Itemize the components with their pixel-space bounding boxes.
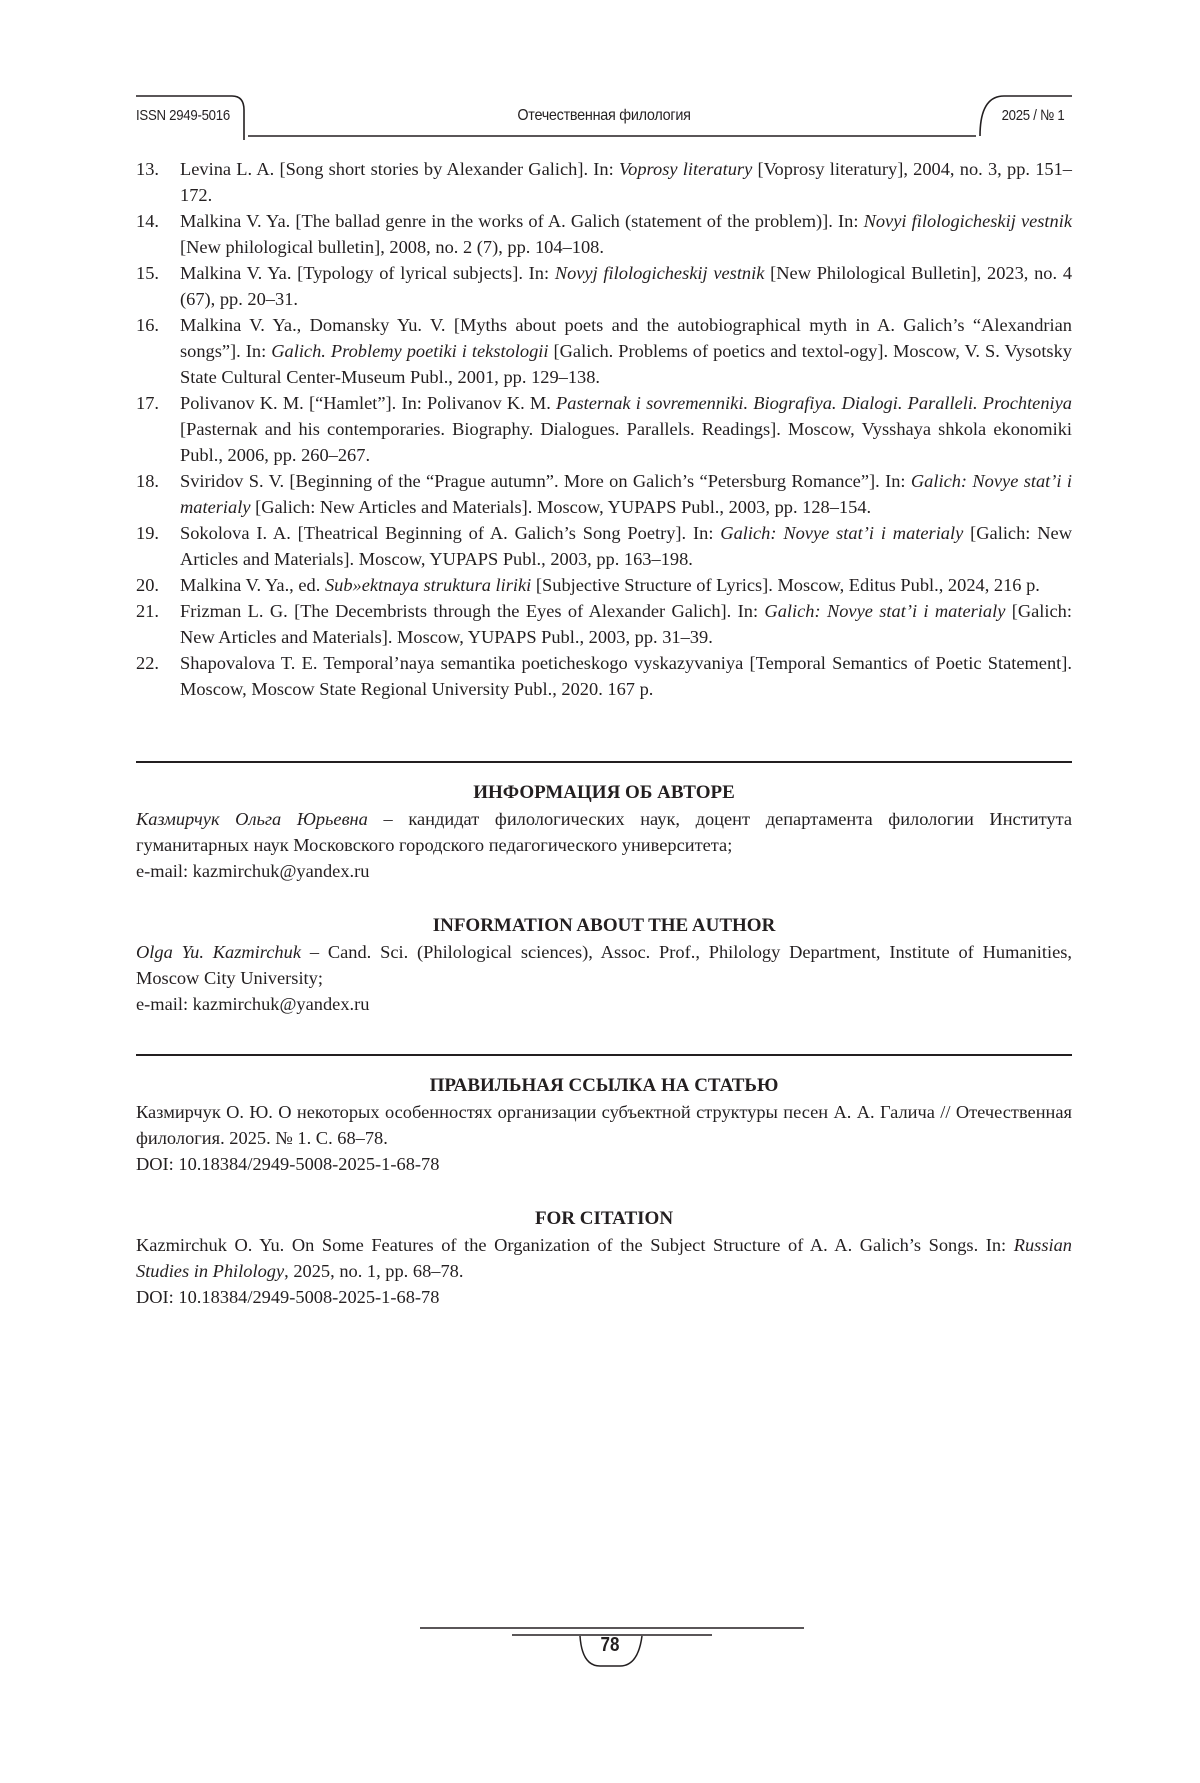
reference-number: 14.: [136, 211, 159, 231]
author-info-en-title: INFORMATION ABOUT THE AUTHOR: [432, 915, 776, 936]
reference-number: 22.: [136, 653, 159, 673]
author-info-ru: [136, 780, 1072, 884]
reference-item: [136, 208, 1072, 260]
citation-ru: [136, 1073, 1072, 1177]
author-email-ru: e-mail: kazmirchuk@yandex.ru: [136, 861, 370, 881]
reference-item: [136, 260, 1072, 312]
reference-source-title: Pasternak i sovremenniki. Biografiya. Dialogi. Paralleli. Prochteniya: [556, 393, 1072, 413]
author-description-ru: – кандидат филологических наук, доцент департамента филологии Института гуманитарных наук Московского городского педагогического университета;: [136, 809, 1072, 855]
reference-source-title: Novyi filologicheskij vestnik: [863, 211, 1073, 231]
reference-item: [136, 598, 1072, 650]
reference-list-block: [136, 156, 1072, 702]
reference-number: 15.: [136, 263, 159, 283]
reference-source-title: Sub»ektnaya struktura liriki: [324, 575, 532, 595]
reference-text: [Voprosy literatury], 2004, no. 3, pp. 151–172.: [180, 159, 1073, 205]
reference-item: [136, 156, 1072, 208]
reference-number: 21.: [136, 601, 159, 621]
issue-number: 2025 / № 1: [1001, 107, 1064, 124]
reference-source-title: Galich: Novye stat’i i materialy: [720, 523, 964, 543]
citation-ru-doi: DOI: 10.18384/2949-5008-2025-1-68-78: [136, 1154, 440, 1174]
reference-text: [Galich. Problems of poetics and textol-ogy]. Moscow, V. S. Vysotsky State Cultural Center-Museum Publ., 2001, pp. 129–138.: [180, 341, 1072, 387]
reference-number: 17.: [136, 393, 159, 413]
page-footer: [0, 1618, 1200, 1678]
author-name-ru: Казмирчук Ольга Юрьевна: [136, 809, 368, 829]
reference-number: 18.: [136, 471, 159, 491]
reference-text: Levina L. A. [Song short stories by Alexander Galich]. In:: [180, 159, 619, 179]
author-info-en: [136, 913, 1072, 1017]
reference-text: Malkina V. Ya. [Typology of lyrical subjects]. In:: [180, 263, 555, 283]
reference-item: [136, 650, 1072, 702]
reference-item: [136, 572, 1072, 598]
reference-number: 19.: [136, 523, 159, 543]
reference-source-title: Galich: Novye stat’i i materialy: [180, 471, 1073, 517]
reference-text: [Subjective Structure of Lyrics]. Moscow, Editus Publ., 2024, 216 p.: [531, 575, 1040, 595]
reference-number: 20.: [136, 575, 159, 595]
reference-item: [136, 390, 1072, 468]
author-name-en: Olga Yu. Kazmirchuk: [136, 942, 301, 962]
reference-text: [Galich: New Articles and Materials]. Moscow, YUPAPS Publ., 2003, pp. 163–198.: [180, 523, 1072, 569]
reference-text: Shapovalova T. E. Temporal’naya semantika poeticheskogo vyskazyvaniya [Temporal Semantics of Poetic Statement]. Moscow, Moscow State Regional University Publ., 2020. 167 p.: [180, 653, 1072, 699]
reference-text: [New Philological Bulletin], 2023, no. 4 (67), pp. 20–31.: [180, 263, 1073, 309]
reference-item: [136, 468, 1072, 520]
journal-title: Отечественная филология: [517, 107, 691, 124]
reference-text: Sokolova I. A. [Theatrical Beginning of A. Galich’s Song Poetry]. In:: [180, 523, 721, 543]
reference-number: 16.: [136, 315, 159, 335]
reference-text: Frizman L. G. [The Decembrists through the Eyes of Alexander Galich]. In:: [180, 601, 765, 621]
author-description-en: – Cand. Sci. (Philological sciences), Assoc. Prof., Philology Department, Institute of Humanities, Moscow City University;: [136, 942, 1072, 988]
reference-item: [136, 312, 1072, 390]
reference-source-title: Novyj filologicheskij vestnik: [554, 263, 765, 283]
citation-en-doi: DOI: 10.18384/2949-5008-2025-1-68-78: [136, 1287, 440, 1307]
reference-text: Malkina V. Ya., ed.: [180, 575, 325, 595]
reference-number: 13.: [136, 159, 159, 179]
running-header: [136, 92, 1072, 144]
citation-en-title: FOR CITATION: [534, 1208, 674, 1229]
citation-ru-text: Казмирчук О. Ю. О некоторых особенностях организации субъектной структуры песен А. А. Галича // Отечественная филология. 2025. № 1. С. 68–78.: [136, 1102, 1072, 1148]
reference-text: [New philological bulletin], 2008, no. 2 (7), pp. 104–108.: [180, 237, 604, 257]
citation-en-pages: , 2025, no. 1, pp. 68–78.: [284, 1261, 464, 1281]
reference-source-title: Voprosy literatury: [618, 159, 753, 179]
page-number: 78: [600, 1634, 620, 1656]
issn: ISSN 2949-5016: [136, 107, 230, 124]
reference-text: [Galich: New Articles and Materials]. Moscow, YUPAPS Publ., 2003, pp. 128–154.: [250, 497, 872, 517]
reference-text: Malkina V. Ya. [The ballad genre in the works of A. Galich (statement of the problem)]. In:: [180, 211, 864, 231]
reference-text: [Pasternak and his contemporaries. Biography. Dialogues. Parallels. Readings]. Moscow, Vysshaya shkola ekonomiki Publ., 2006, pp. 260–267.: [180, 419, 1072, 465]
reference-text: Malkina V. Ya., Domansky Yu. V. [Myths about poets and the autobiographical myth in A. Galich’s “Alexandrian songs”]. In:: [180, 315, 1072, 361]
section-divider: [136, 761, 1072, 763]
citation-en-journal: Russian Studies in Philology: [136, 1235, 1072, 1281]
reference-item: [136, 520, 1072, 572]
reference-source-title: Galich. Problemy poetiki i tekstologii: [271, 341, 549, 361]
citation-en-text: Kazmirchuk O. Yu. On Some Features of the Organization of the Subject Structure of A. A. Galich’s Songs. In:: [136, 1235, 1014, 1255]
author-info-ru-title: ИНФОРМАЦИЯ ОБ АВТОРЕ: [473, 782, 735, 803]
reference-source-title: Galich: Novye stat’i i materialy: [764, 601, 1006, 621]
reference-text: [Galich: New Articles and Materials]. Moscow, YUPAPS Publ., 2003, pp. 31–39.: [180, 601, 1072, 647]
author-email-en: e-mail: kazmirchuk@yandex.ru: [136, 994, 370, 1014]
citation-en: [136, 1206, 1072, 1310]
reference-text: Polivanov K. M. [“Hamlet”]. In: Polivanov K. M.: [180, 393, 557, 413]
reference-text: Sviridov S. V. [Beginning of the “Prague autumn”. More on Galich’s “Petersburg Romance”]. In:: [180, 471, 911, 491]
section-divider: [136, 1054, 1072, 1056]
reference-list: [136, 156, 1072, 702]
citation-ru-title: ПРАВИЛЬНАЯ ССЫЛКА НА СТАТЬЮ: [429, 1075, 779, 1096]
